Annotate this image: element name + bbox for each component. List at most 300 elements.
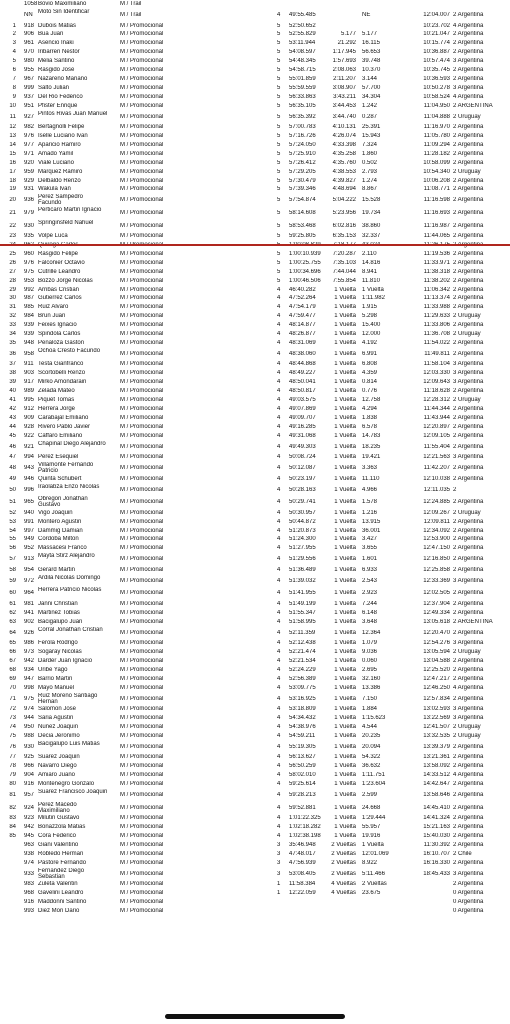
gap-to-previous: 3.363 — [362, 465, 378, 471]
rider-number: 998 — [24, 684, 35, 691]
gap-to-leader: 1 Vuelta — [334, 432, 356, 439]
rider-category: M / Promocional — [120, 881, 164, 888]
team-country: 3 Argentina — [453, 706, 484, 713]
laps-count: 5 — [277, 22, 281, 29]
rider-category: M / Promocional — [120, 361, 164, 368]
result-position: 10 — [9, 102, 16, 109]
gap-to-previous: 2.695 — [362, 666, 378, 673]
rider-category: M / Promocional — [120, 706, 164, 713]
rider-category: M / Promocional — [120, 556, 164, 563]
laps-count: 4 — [277, 443, 281, 450]
gap-to-leader: 1 Vuelta — [334, 331, 356, 337]
result-position: 71 — [9, 695, 16, 702]
best-lap: 11:44.065 — [423, 233, 450, 240]
laps-count: 5 — [277, 113, 281, 120]
table-row — [0, 287, 510, 296]
gap-to-previous: 19.916 — [362, 833, 381, 839]
table-row — [0, 415, 510, 424]
result-position: 79 — [9, 772, 16, 779]
rider-category: M / Promocional — [120, 339, 164, 346]
gap-to-previous: 8.922 — [362, 859, 378, 866]
result-position: 17 — [9, 168, 16, 175]
rider-name: Dammig Damian — [38, 527, 83, 534]
total-time: 55:19.305 — [289, 743, 316, 750]
total-time: 51:39.032 — [289, 577, 316, 584]
gap-to-previous: 10.370 — [362, 67, 381, 73]
result-position: 11 — [9, 113, 16, 120]
rider-category: M / Promocional — [120, 754, 164, 761]
laps-count: 5 — [277, 186, 281, 193]
gap-to-previous: 1:11.982 — [362, 295, 385, 302]
laps-count: 4 — [277, 414, 281, 421]
gap-to-leader: 1 Vuelta — [334, 649, 356, 656]
gap-to-leader: 6:35.153 — [332, 233, 356, 240]
rider-number: 963 — [24, 841, 35, 848]
result-position: 40 — [9, 388, 16, 395]
best-lap: 12:47.150 — [423, 545, 450, 552]
rider-number: 976 — [24, 133, 35, 139]
best-lap: 12:46.250 — [423, 684, 450, 691]
rider-category: M / Promocional — [120, 859, 164, 866]
laps-count: 4 — [277, 590, 281, 597]
team-country: 2 Argentina — [453, 432, 484, 439]
gap-to-leader: 1 Vuelta — [334, 536, 356, 543]
best-lap: 11:58.104 — [423, 361, 450, 368]
result-position: 60 — [9, 590, 16, 597]
table-row — [0, 658, 510, 667]
rider-category: M / Promocional — [120, 295, 164, 302]
rider-number: 988 — [24, 732, 35, 739]
team-country: 2 Argentina — [453, 423, 484, 430]
gap-to-leader: 7:44.044 — [332, 268, 356, 275]
laps-count: 5 — [277, 102, 281, 109]
laps-count: 4 — [277, 454, 281, 461]
gap-to-leader: 1 Vuelta — [334, 675, 356, 682]
best-lap: 10:23.702 — [423, 22, 450, 29]
team-country: 0 Argentina — [453, 890, 484, 897]
best-lap: 16:10.707 — [423, 850, 450, 857]
rider-name: Giani Valentino — [38, 841, 79, 848]
laps-count: 4 — [277, 339, 281, 346]
rider-category: M / Promocional — [120, 432, 164, 439]
result-position: 59 — [9, 577, 16, 584]
rider-name: Salomon Jose — [38, 706, 77, 713]
total-time: 59:28.213 — [289, 792, 316, 798]
table-row — [0, 528, 510, 537]
home-indicator[interactable] — [165, 1014, 345, 1019]
table-row — [0, 348, 510, 361]
rider-number: 933 — [24, 870, 35, 877]
laps-count: 4 — [277, 609, 281, 616]
rider-category: M / Promocional — [120, 609, 164, 616]
best-lap: 11:08.771 — [423, 186, 450, 193]
rider-number: NN — [24, 11, 33, 18]
laps-count: 4 — [277, 815, 281, 822]
gap-to-leader: 1 Vuelta — [334, 509, 356, 516]
laps-count: 5 — [277, 141, 281, 148]
total-time: 46:40.282 — [289, 286, 316, 293]
gap-to-leader: 4:33.398 — [332, 141, 356, 148]
team-country: 2 Argentina — [453, 197, 484, 204]
team-country: 2 Uruguay — [453, 732, 481, 739]
total-time: 51:27.955 — [289, 545, 316, 552]
rider-name: Salto Julian — [38, 84, 70, 91]
laps-count: 4 — [277, 763, 281, 770]
gap-to-previous: NE — [362, 11, 371, 18]
rider-name: Amiaro Juano — [38, 772, 76, 779]
laps-count: 4 — [277, 577, 281, 584]
gap-to-previous: 2.110 — [362, 250, 377, 257]
rider-number: 934 — [24, 666, 35, 673]
result-position: 19 — [9, 186, 16, 193]
rider-category: M / Promocional — [120, 640, 164, 647]
team-country: 2 Uruguay — [453, 724, 481, 730]
result-position: 81 — [9, 792, 16, 798]
rider-number: 927 — [24, 113, 35, 120]
total-time: 57:30.479 — [289, 177, 316, 184]
result-position: 58 — [9, 566, 16, 573]
rider-name: Rasgido Felipe — [38, 250, 79, 257]
team-country: 2 Argentina — [453, 295, 484, 302]
total-time: 51:36.489 — [289, 566, 316, 573]
rider-category: M / Promocional — [120, 133, 164, 139]
rider-name: Zelada Mateo — [38, 388, 75, 395]
team-country: 2 Argentina — [453, 675, 484, 682]
rider-name: Volpe Luca — [38, 233, 68, 240]
table-row — [0, 151, 510, 160]
result-position: 55 — [9, 536, 16, 543]
laps-count: 5 — [277, 209, 281, 216]
rider-name: Perticaro Martin Ignacio — [38, 206, 102, 213]
rider-name: Iraolabza Enzo Nicolas — [38, 483, 100, 490]
total-time: 47:52.264 — [289, 295, 316, 302]
rider-category: M / Promocional — [120, 577, 164, 584]
rider-category: M / Promocional — [120, 850, 164, 857]
table-row — [0, 851, 510, 860]
best-lap: 12:47.217 — [423, 675, 450, 682]
total-time: 48:50.041 — [289, 379, 316, 386]
gap-to-previous: 55.957 — [362, 824, 381, 831]
rider-category: M / Promocional — [120, 286, 164, 293]
best-lap: 11:33.988 — [423, 304, 450, 311]
rider-category: M / Promocional — [120, 75, 164, 82]
gap-to-leader: 4:10.131 — [332, 124, 356, 131]
team-country: 4 Argentina — [453, 93, 484, 100]
gap-to-leader: 1 Vuelta — [334, 743, 356, 750]
laps-count: 4 — [277, 772, 281, 779]
best-lap: 11:33.971 — [423, 259, 450, 266]
gap-to-previous: 36.632 — [362, 763, 381, 770]
team-country: 2 Argentina — [453, 322, 484, 329]
rider-name: Maddonni Santino — [38, 899, 87, 905]
result-position: 82 — [9, 804, 16, 811]
best-lap: 13:05.594 — [423, 649, 450, 656]
result-position: 74 — [9, 724, 16, 730]
total-time: 57:25.910 — [289, 150, 316, 157]
rider-name: Pastore Fernando — [38, 859, 87, 866]
rider-category: M / Promocional — [120, 600, 164, 607]
best-lap: 16:16.330 — [423, 859, 450, 866]
total-time: 57:39.346 — [289, 186, 316, 193]
gap-to-previous: 6.808 — [362, 361, 378, 368]
rider-category: M / Promocional — [120, 907, 164, 914]
gap-to-leader: 1 Vuelta — [334, 666, 356, 673]
team-country: 4 Argentina — [453, 772, 484, 779]
team-country: 3 Argentina — [453, 58, 484, 65]
gap-to-leader: 1 Vuelta — [334, 590, 356, 597]
gap-to-previous: 5:11.466 — [362, 870, 385, 877]
total-time: 48:14.877 — [289, 322, 316, 329]
best-lap: 10:57.474 — [423, 58, 450, 65]
team-country: 2 Argentina — [453, 209, 484, 216]
best-lap: 12:33.369 — [423, 577, 450, 584]
rider-name: Cutrille Leandro — [38, 268, 81, 275]
laps-count: 4 — [277, 432, 281, 439]
total-time: 50:29.741 — [289, 499, 316, 506]
table-row — [0, 124, 510, 133]
result-position: 61 — [9, 600, 16, 607]
best-lap: 11:38.318 — [423, 268, 450, 275]
laps-count: 4 — [277, 465, 281, 471]
rider-name: Pfister Enrique — [38, 102, 78, 109]
rider-category: M / Promocional — [120, 250, 164, 257]
table-row — [0, 842, 510, 851]
team-country: 2 Argentina — [453, 67, 484, 73]
rider-name: Corral Jonathan Cristian — [38, 626, 103, 633]
gap-to-leader: 1 Vuelta — [334, 763, 356, 770]
rider-number: 952 — [24, 545, 35, 552]
table-row — [0, 40, 510, 49]
best-lap: 10:36.593 — [423, 75, 450, 82]
rider-number: 949 — [24, 536, 35, 543]
team-country: 2 Argentina — [453, 233, 484, 240]
team-country: 2 Argentina — [453, 815, 484, 822]
laps-count: 4 — [277, 566, 281, 573]
laps-count: 4 — [277, 536, 281, 543]
rider-number: 993 — [24, 907, 35, 914]
rider-category: M / Promocional — [120, 841, 164, 848]
team-country: 0 Argentina — [453, 899, 484, 905]
gap-to-leader: 1 Vuelta — [334, 577, 356, 584]
team-country: 2 Chile — [453, 850, 472, 857]
table-row — [0, 706, 510, 715]
laps-count: 4 — [277, 833, 281, 839]
best-lap: 12:10.038 — [423, 475, 450, 482]
gap-to-leader: 1 Vuelta — [334, 781, 356, 788]
total-time: 47:54.179 — [289, 304, 316, 311]
laps-count: 4 — [277, 684, 281, 691]
gap-to-leader: 1 Vuelta — [334, 815, 356, 822]
rider-number: 937 — [24, 93, 35, 100]
best-lap: 11:54.022 — [423, 339, 450, 346]
rider-category: M / Promocional — [120, 815, 164, 822]
gap-to-leader: 7:20.287 — [332, 250, 356, 257]
rider-number: 941 — [24, 609, 35, 616]
rider-category: M / Promocional — [120, 177, 164, 184]
total-time: 58:02.010 — [289, 772, 316, 779]
team-country: 2 Argentina — [453, 743, 484, 750]
rider-number: 939 — [24, 331, 35, 337]
gap-to-leader: 5:04.222 — [332, 197, 356, 204]
rider-name: Vigo Joaquin — [38, 509, 73, 516]
rider-number: 981 — [24, 600, 35, 607]
rider-number: 942 — [24, 824, 35, 831]
rider-name: Massacesi Franco — [38, 545, 87, 552]
rider-name: Cordoba Milton — [38, 536, 79, 543]
gap-to-previous: 20.235 — [362, 732, 381, 739]
laps-count: 4 — [277, 732, 281, 739]
table-row — [0, 649, 510, 658]
best-lap: 10:06.208 — [423, 177, 450, 184]
rider-number: 992 — [24, 286, 35, 293]
team-country: 2 ARGENTINA — [453, 102, 493, 109]
table-row — [0, 142, 510, 151]
rider-name: Martinez Tobias — [38, 609, 80, 616]
table-row — [0, 194, 510, 207]
result-position: 16 — [9, 159, 16, 166]
rider-category: M / Promocional — [120, 313, 164, 320]
gap-to-previous: 11.110 — [362, 475, 380, 482]
laps-count: 4 — [277, 781, 281, 788]
rider-name: Suarez Joaquin — [38, 754, 80, 761]
laps-count: 4 — [277, 423, 281, 430]
gap-to-leader: 1 Vuelta — [334, 295, 356, 302]
table-row — [0, 31, 510, 40]
total-time: 51:29.556 — [289, 556, 316, 563]
gap-to-previous: 32.160 — [362, 675, 381, 682]
rider-name: Brun Juan — [38, 313, 66, 320]
team-country: 2 Argentina — [453, 277, 484, 284]
gap-to-leader: 1 Vuelta — [334, 465, 356, 471]
rider-name: Carabajal Emiliano — [38, 414, 89, 421]
team-country: 2 Argentina — [453, 556, 484, 563]
gap-to-previous: 1:15.623 — [362, 715, 386, 722]
total-time: 54:38.976 — [289, 724, 316, 730]
result-position: 15 — [9, 150, 16, 157]
result-position: 31 — [9, 304, 16, 311]
rider-number: 983 — [24, 881, 35, 888]
total-time: 51:58.995 — [289, 618, 316, 625]
table-row — [0, 169, 510, 178]
rider-number: 924 — [24, 804, 35, 811]
result-position: 66 — [9, 649, 16, 656]
laps-count: 4 — [277, 331, 281, 337]
result-position: 20 — [9, 197, 16, 204]
team-country: 0 Argentina — [453, 907, 484, 914]
rider-category: M / Promocional — [120, 102, 164, 109]
best-lap: 12:54.276 — [423, 640, 450, 647]
gap-to-previous: 15.400 — [362, 322, 381, 329]
table-row — [0, 601, 510, 610]
table-row — [0, 519, 510, 528]
laps-count: 4 — [277, 743, 281, 750]
best-lap: 11:42.207 — [423, 465, 450, 471]
total-time: 56:33.863 — [289, 93, 316, 100]
rider-number: 930 — [24, 743, 35, 750]
result-position: 77 — [9, 754, 16, 761]
result-position: 56 — [9, 545, 16, 552]
laps-count: 4 — [277, 618, 281, 625]
laps-count: 5 — [277, 197, 281, 204]
rider-name: Diez Mori Dario — [38, 907, 80, 914]
total-time: 49:49.303 — [289, 443, 316, 450]
table-row — [0, 724, 510, 733]
best-lap: 12:02.505 — [423, 590, 450, 597]
rider-number: 1058 — [24, 1, 38, 7]
result-position: 34 — [9, 331, 16, 337]
result-position: 18 — [9, 177, 16, 184]
best-lap: 12:16.850 — [423, 556, 450, 563]
rider-name: Rasgido Jose — [38, 67, 75, 73]
rider-name: Piquet Tomas — [38, 397, 75, 403]
total-time: 47:59.477 — [289, 313, 316, 320]
result-position: 39 — [9, 379, 16, 386]
table-row — [0, 510, 510, 519]
rider-name: Aparicio Ramiro — [38, 141, 81, 148]
rider-category: M / Promocional — [120, 209, 164, 216]
best-lap: 14:41.324 — [423, 815, 450, 822]
result-position: 44 — [9, 423, 16, 430]
best-lap: 11:16.598 — [423, 197, 450, 204]
result-position: 43 — [9, 414, 16, 421]
team-country: 3 Argentina — [453, 577, 484, 584]
gap-to-leader: 1 Vuelta — [334, 706, 356, 713]
team-country: 2 Argentina — [453, 629, 484, 636]
table-row — [0, 160, 510, 169]
result-position: 46 — [9, 443, 16, 450]
team-country: 2 Uruguay — [453, 168, 481, 175]
laps-count: 4 — [277, 724, 281, 730]
gap-to-previous: 24.668 — [362, 804, 381, 811]
laps-count: 4 — [277, 509, 281, 516]
total-time: 55:01.859 — [289, 75, 316, 82]
rider-number: 947 — [24, 675, 35, 682]
result-position: 42 — [9, 405, 16, 412]
laps-count: 5 — [277, 58, 281, 65]
result-position: 62 — [9, 609, 16, 616]
rider-name: Feixes Ignacio — [38, 322, 77, 329]
rider-name: Amado Yamil — [38, 150, 74, 157]
total-time: 49:55.485 — [289, 11, 316, 18]
rider-number: 926 — [24, 629, 35, 636]
laps-count: 4 — [277, 322, 281, 329]
rider-category: M / Promocional — [120, 743, 164, 750]
team-country: 2 Argentina — [453, 666, 484, 673]
rider-name: Perez Sampedro Facundo — [38, 194, 84, 207]
total-time: 56:50.259 — [289, 763, 316, 770]
gap-to-previous: 1.915 — [362, 304, 378, 311]
result-position: 22 — [9, 222, 16, 229]
total-time: 1:02:18.282 — [289, 824, 321, 831]
laps-count: 5 — [277, 133, 281, 139]
rider-name: Decia Jeronimo — [38, 732, 80, 739]
rider-category: M / Promocional — [120, 590, 164, 597]
rider-number: 997 — [24, 527, 35, 534]
table-row — [0, 441, 510, 454]
gap-to-previous: 3.648 — [362, 618, 378, 625]
gap-to-previous: 16.115 — [362, 40, 380, 47]
total-time: 58:53.468 — [289, 222, 316, 229]
rider-category: M / Promocional — [120, 141, 164, 148]
team-country: 2 Uruguay — [453, 331, 481, 337]
team-country: 2 Uruguay — [453, 649, 481, 656]
gap-to-leader: 3:08.907 — [332, 84, 356, 91]
gap-to-leader: 1 Vuelta — [334, 379, 356, 386]
highlight-underline — [0, 244, 510, 246]
rider-category: M / Promocional — [120, 388, 164, 395]
best-lap: 13:39.379 — [423, 743, 450, 750]
rider-number: 970 — [24, 49, 35, 56]
